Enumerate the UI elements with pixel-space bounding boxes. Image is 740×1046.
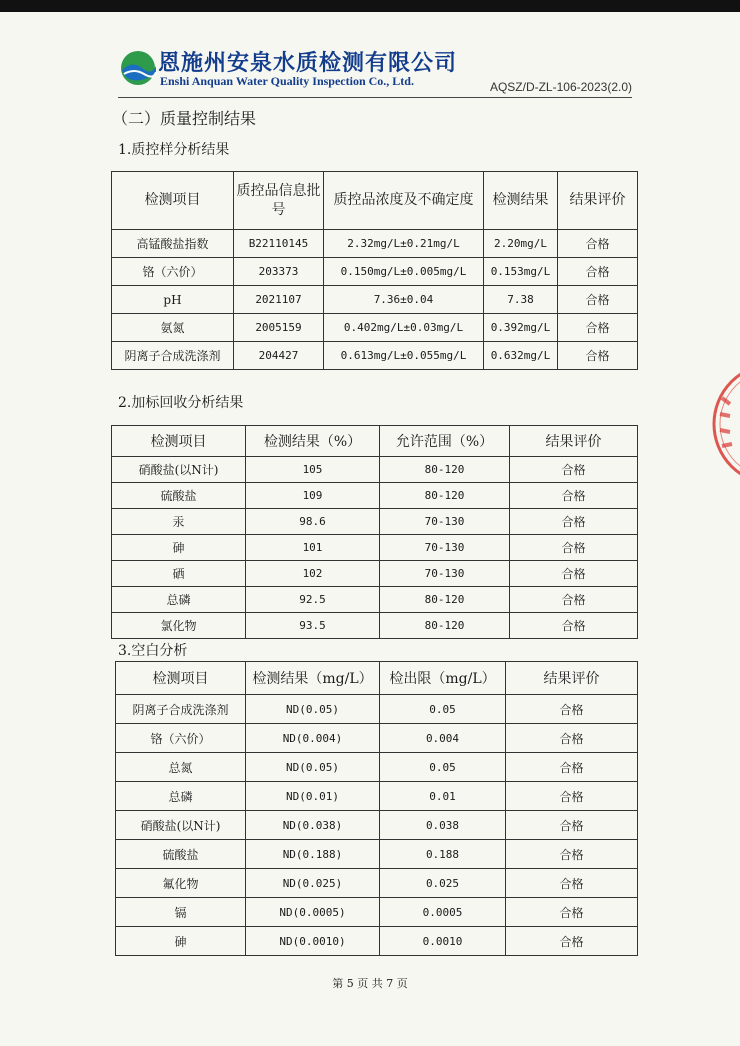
evaluation-cell: 合格 bbox=[510, 457, 638, 483]
table-row bbox=[116, 840, 638, 869]
spike-recovery-table bbox=[111, 425, 638, 639]
item-cell: 阴离子合成洗涤剂 bbox=[116, 695, 246, 724]
evaluation-cell: 合格 bbox=[558, 286, 638, 314]
evaluation-cell: 合格 bbox=[510, 587, 638, 613]
range-cell: 80-120 bbox=[380, 613, 510, 639]
detection-limit-cell: 0.025 bbox=[380, 869, 506, 898]
company-logo-icon bbox=[118, 48, 158, 88]
evaluation-cell: 合格 bbox=[506, 927, 638, 956]
range-cell: 80-120 bbox=[380, 587, 510, 613]
table-row bbox=[116, 927, 638, 956]
evaluation-cell: 合格 bbox=[510, 613, 638, 639]
detection-limit-cell: 0.004 bbox=[380, 724, 506, 753]
column-header: 检测结果 bbox=[484, 172, 558, 230]
detection-limit-cell: 0.188 bbox=[380, 840, 506, 869]
item-cell: 硒 bbox=[112, 561, 246, 587]
letterhead bbox=[118, 44, 632, 98]
table-row bbox=[116, 869, 638, 898]
column-header: 质控品浓度及不确定度 bbox=[324, 172, 484, 230]
company-name-cn: 恩施州安泉水质检测有限公司 bbox=[158, 50, 458, 76]
item-cell: pH bbox=[112, 286, 234, 314]
item-cell: 氯化物 bbox=[112, 613, 246, 639]
evaluation-cell: 合格 bbox=[506, 724, 638, 753]
column-header: 允许范围（%） bbox=[380, 426, 510, 457]
result-cell: 0.392mg/L bbox=[484, 314, 558, 342]
result-cell: 101 bbox=[246, 535, 380, 561]
item-cell: 镉 bbox=[116, 898, 246, 927]
concentration-cell: 0.613mg/L±0.055mg/L bbox=[324, 342, 484, 370]
column-header: 检测项目 bbox=[116, 662, 246, 695]
result-cell: 98.6 bbox=[246, 509, 380, 535]
result-cell: ND(0.188) bbox=[246, 840, 380, 869]
table-row bbox=[112, 286, 638, 314]
item-cell: 总磷 bbox=[112, 587, 246, 613]
range-cell: 80-120 bbox=[380, 483, 510, 509]
batch-cell: 203373 bbox=[234, 258, 324, 286]
table-row bbox=[116, 695, 638, 724]
result-cell: ND(0.004) bbox=[246, 724, 380, 753]
result-cell: ND(0.05) bbox=[246, 695, 380, 724]
batch-cell: 2021107 bbox=[234, 286, 324, 314]
table-row bbox=[116, 898, 638, 927]
result-cell: ND(0.025) bbox=[246, 869, 380, 898]
column-header: 质控品信息批号 bbox=[234, 172, 324, 230]
evaluation-cell: 合格 bbox=[506, 753, 638, 782]
range-cell: 80-120 bbox=[380, 457, 510, 483]
evaluation-cell: 合格 bbox=[558, 230, 638, 258]
qc-samples-title: 1.质控样分析结果 bbox=[118, 142, 230, 158]
column-header: 结果评价 bbox=[510, 426, 638, 457]
table-row bbox=[112, 587, 638, 613]
item-cell: 硝酸盐(以N计) bbox=[116, 811, 246, 840]
range-cell: 70-130 bbox=[380, 509, 510, 535]
result-cell: 109 bbox=[246, 483, 380, 509]
table-row bbox=[112, 230, 638, 258]
scan-top-border bbox=[0, 0, 740, 12]
evaluation-cell: 合格 bbox=[558, 314, 638, 342]
result-cell: 7.38 bbox=[484, 286, 558, 314]
item-cell: 砷 bbox=[116, 927, 246, 956]
header-divider bbox=[118, 97, 632, 98]
company-name-en: Enshi Anquan Water Quality Inspection Co., Ltd. bbox=[160, 74, 414, 88]
concentration-cell: 0.150mg/L±0.005mg/L bbox=[324, 258, 484, 286]
item-cell: 高锰酸盐指数 bbox=[112, 230, 234, 258]
column-header: 检测结果（%） bbox=[246, 426, 380, 457]
evaluation-cell: 合格 bbox=[558, 258, 638, 286]
evaluation-cell: 合格 bbox=[506, 840, 638, 869]
item-cell: 铬（六价） bbox=[116, 724, 246, 753]
column-header: 检出限（mg/L） bbox=[380, 662, 506, 695]
batch-cell: B22110145 bbox=[234, 230, 324, 258]
table-row bbox=[112, 483, 638, 509]
detection-limit-cell: 0.038 bbox=[380, 811, 506, 840]
table-header-row bbox=[116, 662, 638, 695]
result-cell: 2.20mg/L bbox=[484, 230, 558, 258]
column-header: 检测项目 bbox=[112, 172, 234, 230]
item-cell: 砷 bbox=[112, 535, 246, 561]
detection-limit-cell: 0.05 bbox=[380, 695, 506, 724]
item-cell: 汞 bbox=[112, 509, 246, 535]
item-cell: 阴离子合成洗涤剂 bbox=[112, 342, 234, 370]
result-cell: ND(0.0005) bbox=[246, 898, 380, 927]
evaluation-cell: 合格 bbox=[506, 898, 638, 927]
column-header: 检测项目 bbox=[112, 426, 246, 457]
concentration-cell: 0.402mg/L±0.03mg/L bbox=[324, 314, 484, 342]
evaluation-cell: 合格 bbox=[506, 782, 638, 811]
evaluation-cell: 合格 bbox=[510, 561, 638, 587]
table-row bbox=[112, 457, 638, 483]
column-header: 检测结果（mg/L） bbox=[246, 662, 380, 695]
page-number-footer: 第 5 页 共 7 页 bbox=[332, 977, 408, 990]
table-row bbox=[112, 613, 638, 639]
result-cell: 102 bbox=[246, 561, 380, 587]
detection-limit-cell: 0.0010 bbox=[380, 927, 506, 956]
result-cell: ND(0.01) bbox=[246, 782, 380, 811]
result-cell: 93.5 bbox=[246, 613, 380, 639]
table-row bbox=[112, 314, 638, 342]
company-seal-stamp-icon bbox=[708, 358, 740, 490]
item-cell: 铬（六价） bbox=[112, 258, 234, 286]
qc-samples-table bbox=[111, 171, 638, 370]
item-cell: 总磷 bbox=[116, 782, 246, 811]
blank-analysis-table bbox=[115, 661, 638, 956]
concentration-cell: 2.32mg/L±0.21mg/L bbox=[324, 230, 484, 258]
column-header: 结果评价 bbox=[506, 662, 638, 695]
spike-recovery-title: 2.加标回收分析结果 bbox=[118, 395, 244, 411]
blank-analysis-title: 3.空白分析 bbox=[118, 643, 188, 659]
detection-limit-cell: 0.0005 bbox=[380, 898, 506, 927]
item-cell: 氨氮 bbox=[112, 314, 234, 342]
result-cell: 0.153mg/L bbox=[484, 258, 558, 286]
table-row bbox=[112, 342, 638, 370]
item-cell: 总氮 bbox=[116, 753, 246, 782]
result-cell: 92.5 bbox=[246, 587, 380, 613]
evaluation-cell: 合格 bbox=[506, 695, 638, 724]
evaluation-cell: 合格 bbox=[510, 483, 638, 509]
item-cell: 硫酸盐 bbox=[116, 840, 246, 869]
result-cell: ND(0.038) bbox=[246, 811, 380, 840]
table-header-row bbox=[112, 426, 638, 457]
batch-cell: 204427 bbox=[234, 342, 324, 370]
evaluation-cell: 合格 bbox=[506, 811, 638, 840]
batch-cell: 2005159 bbox=[234, 314, 324, 342]
result-cell: ND(0.05) bbox=[246, 753, 380, 782]
table-row bbox=[112, 509, 638, 535]
evaluation-cell: 合格 bbox=[510, 509, 638, 535]
table-header-row bbox=[112, 172, 638, 230]
table-row bbox=[112, 258, 638, 286]
evaluation-cell: 合格 bbox=[506, 869, 638, 898]
table-row bbox=[116, 753, 638, 782]
table-row bbox=[116, 811, 638, 840]
evaluation-cell: 合格 bbox=[510, 535, 638, 561]
concentration-cell: 7.36±0.04 bbox=[324, 286, 484, 314]
item-cell: 硫酸盐 bbox=[112, 483, 246, 509]
column-header: 结果评价 bbox=[558, 172, 638, 230]
result-cell: 0.632mg/L bbox=[484, 342, 558, 370]
table-row bbox=[112, 561, 638, 587]
document-code: AQSZ/D-ZL-106-2023(2.0) bbox=[489, 80, 632, 94]
table-row bbox=[116, 724, 638, 753]
table-row bbox=[116, 782, 638, 811]
detection-limit-cell: 0.01 bbox=[380, 782, 506, 811]
item-cell: 硝酸盐(以N计) bbox=[112, 457, 246, 483]
table-row bbox=[112, 535, 638, 561]
result-cell: 105 bbox=[246, 457, 380, 483]
item-cell: 氟化物 bbox=[116, 869, 246, 898]
result-cell: ND(0.0010) bbox=[246, 927, 380, 956]
section-title: （二）质量控制结果 bbox=[112, 109, 257, 128]
range-cell: 70-130 bbox=[380, 561, 510, 587]
range-cell: 70-130 bbox=[380, 535, 510, 561]
evaluation-cell: 合格 bbox=[558, 342, 638, 370]
detection-limit-cell: 0.05 bbox=[380, 753, 506, 782]
